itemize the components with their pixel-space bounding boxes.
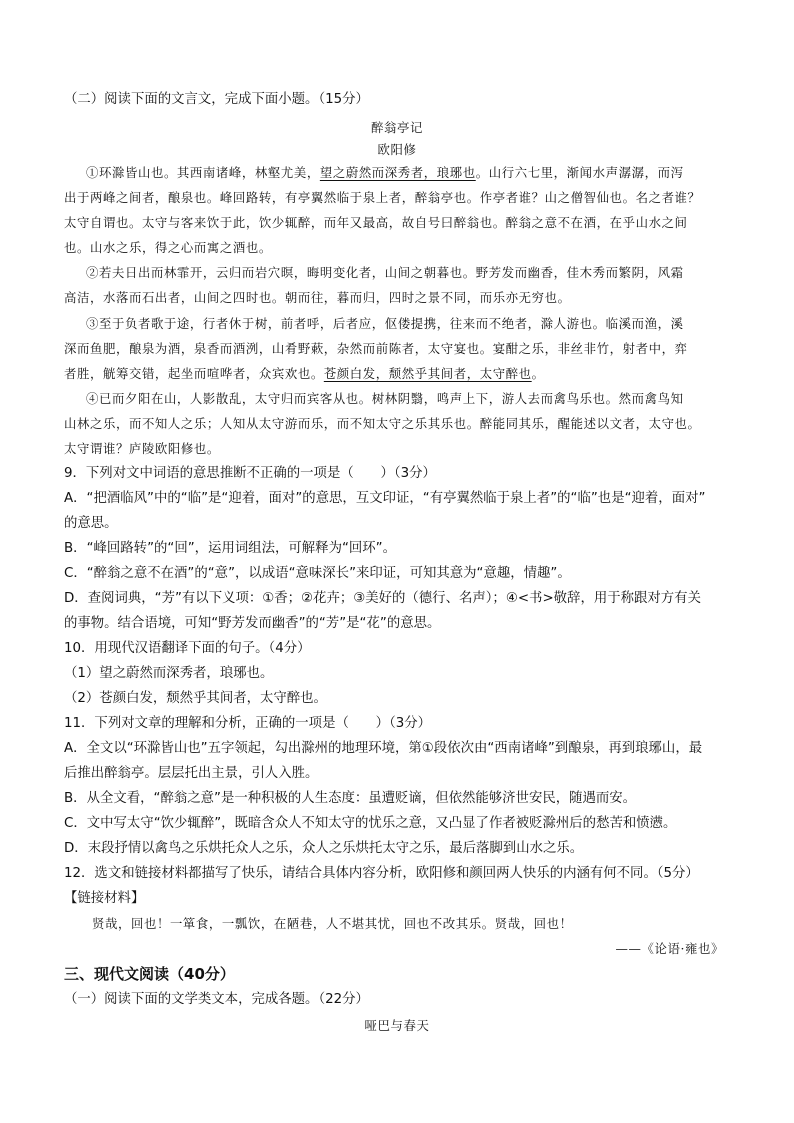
essay-author: 欧阳修: [377, 142, 417, 157]
q9-option-a-line-1: A．“把酒临风”中的“临”是“迎着，面对”的意思，互文印证，“有亭翼然临于泉上者”的“临”也是“迎着，面对”: [64, 491, 706, 506]
essay-paragraph-1-line-2: 出于两峰之间者，酿泉也。峰回路转，有亭翼然临于泉上者，醉翁亭也。作亭者谁？山之僧智仙也。名之者谁？: [64, 190, 701, 205]
q11-option-a-line-2: 后推出醉翁亭。层层托出主景，引人入胜。: [64, 766, 319, 781]
underlined-sentence-1: 望之蔚然而深秀者，琅琊也: [319, 165, 476, 180]
q10-sentence-2: （2）苍颜白发，颓然乎其间者，太守醉也。: [64, 691, 327, 706]
essay-paragraph-2-line-2: 高洁，水落而石出者，山间之四时也。朝而往，暮而归，四时之景不同，而乐亦无穷也。: [64, 290, 571, 305]
q11-option-c: C．文中写太守“饮少辄醉”，既暗含众人不知太守的忧乐之意，又凸显了作者被贬滁州后的愁苦和愤懑。: [64, 816, 677, 831]
essay-paragraph-4-line-3: 太守谓谁？庐陵欧阳修也。: [64, 441, 220, 456]
q9-option-c: C．“醉翁之意不在酒”的“意”，以成语“意味深长”来印证，可知其意为“意趣，情趣”。: [64, 566, 571, 581]
link-material-text: 贤哉，回也！一箪食，一瓢饮，在陋巷，人不堪其忧，回也不改其乐。贤哉，回也！: [92, 916, 573, 931]
question-11: 11．下列对文章的理解和分析，正确的一项是（ ）（3分）: [64, 716, 432, 731]
q11-option-b: B．从全文看，“醉翁之意”是一种积极的人生态度：虽遭贬谪，但依然能够济世安民，随遇而安。: [64, 791, 637, 806]
essay-paragraph-1-line-4: 也。山水之乐，得之心而寓之酒也。: [64, 240, 272, 255]
q11-option-d: D．末段抒情以禽鸟之乐烘托众人之乐，众人之乐烘托太守之乐，最后落脚到山水之乐。: [64, 841, 584, 856]
essay-paragraph-1-line-1: ①环滁皆山也。其西南诸峰，林壑尤美，望之蔚然而深秀者，琅琊也。山行六七里，渐闻水声潺潺，而泻: [86, 165, 684, 180]
essay-paragraph-2-line-1: ②若夫日出而林霏开，云归而岩穴暝，晦明变化者，山间之朝暮也。野芳发而幽香，佳木秀而繁阴，风霜: [86, 265, 684, 280]
essay-paragraph-1-line-3: 太守自谓也。太守与客来饮于此，饮少辄醉，而年又最高，故自号曰醉翁也。醉翁之意不在酒，在乎山水之间: [64, 215, 688, 230]
essay-paragraph-3-line-1: ③至于负者歌于途，行者休于树，前者呼，后者应，伛偻提携，往来而不绝者，滁人游也。临溪而渔，溪: [86, 316, 684, 331]
underlined-sentence-2: 苍颜白发，颓然乎其间者，太守醉也: [323, 366, 532, 381]
q10-sentence-1: （1）望之蔚然而深秀者，琅琊也。: [64, 666, 274, 681]
question-group-header: （二）阅读下面的文言文，完成下面小题。（15分）: [64, 92, 369, 107]
q9-option-b: B．“峰回路转”的“回”，运用词组法，可解释为“回环”。: [64, 541, 397, 556]
link-material-source: ——《论语·雍也》: [615, 941, 724, 956]
essay-paragraph-3-line-3: 者胜，觥筹交错，起坐而喧哗者，众宾欢也。苍颜白发，颓然乎其间者，太守醉也。: [64, 366, 545, 381]
story-title: 哑巴与春天: [364, 1018, 430, 1033]
essay-paragraph-4-line-1: ④已而夕阳在山，人影散乱，太守归而宾客从也。树林阴翳，鸣声上下，游人去而禽鸟乐也。然而禽鸟知: [86, 391, 684, 406]
section-3-subheader: （一）阅读下面的文学类文本，完成各题。（22分）: [64, 992, 369, 1007]
question-9: 9．下列对文中词语的意思推断不正确的一项是（ ）（3分）: [64, 466, 436, 481]
question-12: 12．选文和链接材料都描写了快乐，请结合具体内容分析，欧阳修和颜回两人快乐的内涵有何不同。（5分）: [64, 866, 699, 881]
q11-option-a-line-1: A．全文以“环滁皆山也”五字领起，勾出滁州的地理环境，第①段依次由“西南诸峰”到酿泉，再到琅琊山，最: [64, 741, 703, 756]
section-3-title: 三、现代文阅读（40分）: [64, 965, 235, 983]
essay-paragraph-3-line-2: 深而鱼肥，酿泉为酒，泉香而酒洌，山肴野蔌，杂然而前陈者，太守宴也。宴酣之乐，非丝非竹，射者中，弈: [64, 341, 688, 356]
essay-title: 醉翁亭记: [371, 120, 423, 135]
essay-paragraph-4-line-2: 山林之乐，而不知人之乐；人知从太守游而乐，而不知太守之乐其乐也。醉能同其乐，醒能述以文者，太守也。: [64, 416, 701, 431]
q9-option-d-line-1: D．查阅词典，“芳”有以下义项：①香；②花卉；③美好的（德行、名声）；④<书>敬辞，用于称跟对方有关: [64, 591, 701, 606]
question-10: 10．用现代汉语翻译下面的句子。（4分）: [64, 641, 311, 656]
q9-option-d-line-2: 的事物。结合语境，可知“野芳发而幽香”的“芳”是“花”的意思。: [64, 616, 441, 631]
q9-option-a-line-2: 的意思。: [64, 516, 118, 531]
link-material-label: 【链接材料】: [64, 891, 145, 906]
